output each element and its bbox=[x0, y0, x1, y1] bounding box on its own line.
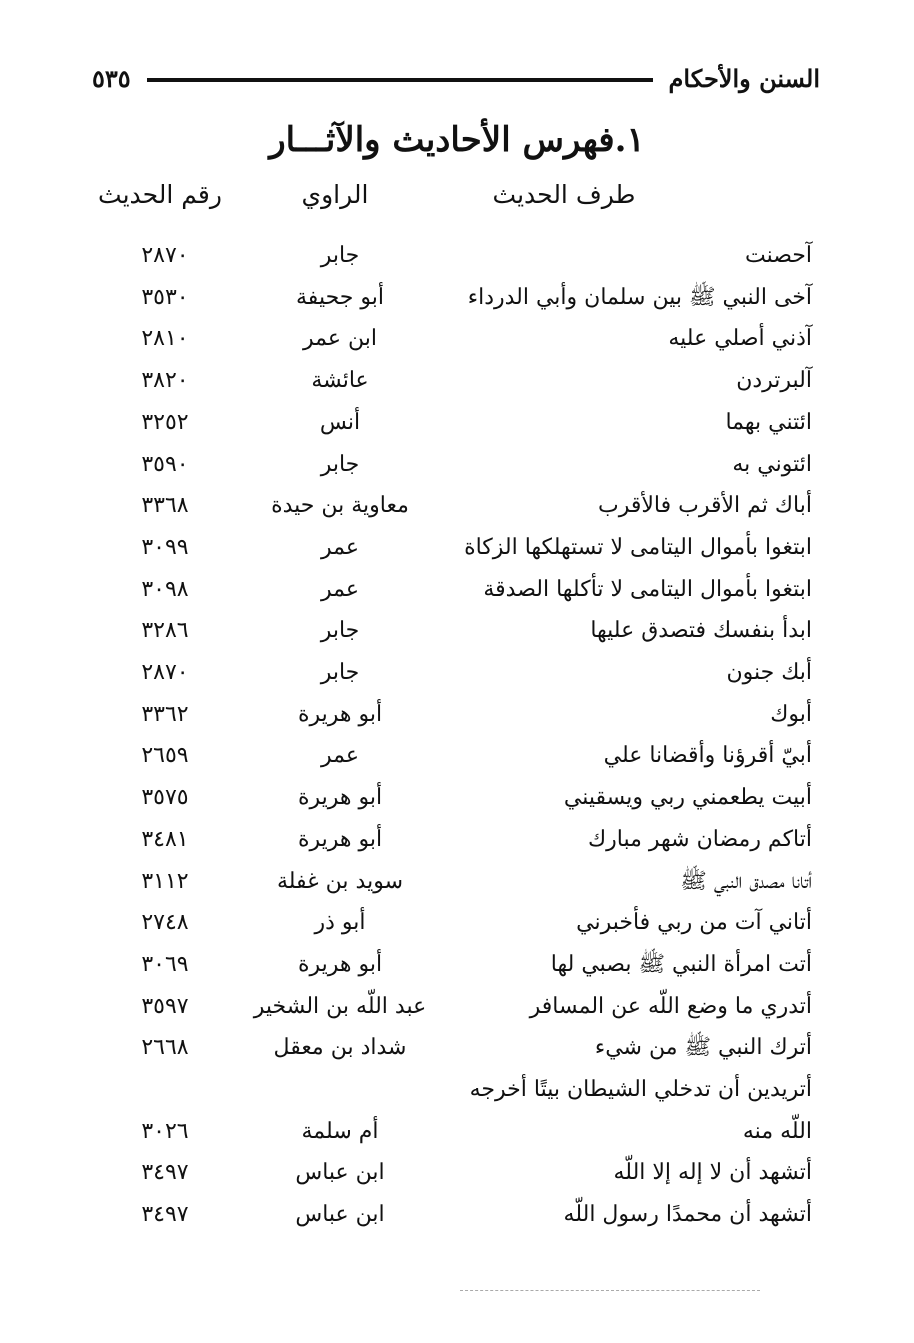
table-row bbox=[0, 611, 914, 651]
hadith-number: ٣٤٩٧ bbox=[141, 1202, 189, 1228]
table-row bbox=[0, 236, 914, 276]
hadith-number: ٢٦٥٩ bbox=[141, 743, 189, 769]
table-row bbox=[0, 528, 914, 568]
column-header-narrator: الراوي bbox=[301, 180, 369, 209]
page-number: ٥٣٥ bbox=[92, 63, 131, 93]
table-row bbox=[0, 570, 914, 610]
hadith-narrator: أبو هريرة bbox=[297, 826, 383, 852]
hadith-phrase: أترك النبي ﷺ من شيء bbox=[594, 1035, 812, 1061]
hadith-number: ٣٣٦٨ bbox=[141, 493, 189, 519]
hadith-phrase: ابتغوا بأموال اليتامى لا تأكلها الصدقة bbox=[483, 576, 812, 602]
table-row bbox=[0, 987, 914, 1027]
hadith-narrator: ابن عمر bbox=[303, 326, 377, 352]
hadith-number: ٣٥٩٠ bbox=[141, 451, 189, 477]
section-title: ١.فهرس الأحاديث والآثـــار bbox=[269, 120, 645, 160]
hadith-number: ٣٥٩٧ bbox=[141, 993, 189, 1019]
hadith-number: ٣٠٢٦ bbox=[141, 1118, 189, 1144]
bottom-dashed-line bbox=[460, 1290, 760, 1292]
hadith-phrase: آحصنت bbox=[744, 243, 812, 268]
table-row bbox=[0, 319, 914, 359]
hadith-phrase: أبيّ أقرؤنا وأقضانا علي bbox=[603, 743, 812, 769]
hadith-number: ٣٥٣٠ bbox=[141, 284, 189, 310]
table-row bbox=[0, 653, 914, 693]
hadith-narrator: شداد بن معقل bbox=[273, 1035, 407, 1061]
hadith-narrator: جابر bbox=[320, 451, 360, 477]
hadith-number: ٢٨١٠ bbox=[141, 326, 189, 352]
hadith-phrase: آذني أصلي عليه bbox=[668, 326, 812, 352]
hadith-narrator: جابر bbox=[320, 660, 360, 685]
table-row bbox=[0, 445, 914, 485]
table-row bbox=[0, 736, 914, 776]
hadith-narrator: أبو هريرة bbox=[297, 951, 383, 977]
hadith-phrase: آلبرتردن bbox=[736, 368, 812, 394]
hadith-phrase: أبيت يطعمني ربي ويسقيني bbox=[563, 785, 812, 811]
table-row bbox=[0, 945, 914, 985]
hadith-phrase: أبوك bbox=[770, 701, 812, 727]
hadith-narrator: سويد بن غفلة bbox=[276, 868, 404, 894]
table-row bbox=[0, 1112, 914, 1152]
table-row bbox=[0, 695, 914, 735]
table-row bbox=[0, 361, 914, 401]
hadith-narrator: عائشة bbox=[311, 368, 369, 394]
column-header-phrase: طرف الحديث bbox=[492, 180, 636, 209]
hadith-number: ٣٠٦٩ bbox=[141, 951, 189, 977]
hadith-phrase: أتانا مصدق النبي ﷺ bbox=[680, 868, 812, 894]
table-row bbox=[0, 1195, 914, 1235]
hadith-narrator: جابر bbox=[320, 243, 360, 268]
hadith-phrase: أتاني آت من ربي فأخبرني bbox=[576, 910, 812, 936]
hadith-narrator: أبو جحيفة bbox=[296, 284, 384, 310]
hadith-number: ٣٠٩٩ bbox=[141, 534, 189, 560]
hadith-phrase: أتشهد أن لا إله إلا اللّه bbox=[613, 1160, 812, 1186]
hadith-phrase: آخى النبي ﷺ بين سلمان وأبي الدرداء bbox=[467, 284, 812, 310]
table-row bbox=[0, 486, 914, 526]
hadith-narrator: جابر bbox=[320, 618, 360, 644]
hadith-narrator: أبو هريرة bbox=[297, 701, 383, 727]
hadith-number: ٣١١٢ bbox=[141, 868, 189, 894]
hadith-phrase: ائتني بهما bbox=[725, 409, 812, 435]
hadith-phrase: أتدري ما وضع اللّه عن المسافر bbox=[529, 993, 812, 1019]
hadith-number: ٣٨٢٠ bbox=[141, 368, 189, 394]
hadith-number: ٢٨٧٠ bbox=[141, 243, 189, 268]
hadith-number: ٢٦٦٨ bbox=[141, 1035, 189, 1061]
table-row bbox=[0, 1028, 914, 1068]
hadith-phrase: ائتوني به bbox=[732, 451, 812, 477]
hadith-phrase: اللّه منه bbox=[742, 1118, 812, 1144]
hadith-number: ٣٣٦٢ bbox=[141, 701, 189, 727]
table-row bbox=[0, 1070, 914, 1110]
hadith-narrator: ابن عباس bbox=[295, 1202, 385, 1228]
hadith-narrator: عبد اللّه بن الشخير bbox=[253, 993, 427, 1019]
hadith-narrator: أنس bbox=[319, 409, 361, 435]
table-row bbox=[0, 403, 914, 443]
running-header bbox=[92, 58, 820, 98]
hadith-number: ٣٠٩٨ bbox=[141, 576, 189, 602]
hadith-phrase: أتريدين أن تدخلي الشيطان بيتًا أخرجه bbox=[469, 1077, 812, 1102]
hadith-phrase: ابتغوا بأموال اليتامى لا تستهلكها الزكاة bbox=[464, 534, 812, 560]
hadith-narrator: أبو هريرة bbox=[297, 785, 383, 811]
hadith-narrator: عمر bbox=[321, 576, 359, 602]
column-headers bbox=[0, 180, 914, 220]
hadith-number: ٢٧٤٨ bbox=[141, 910, 189, 936]
table-row bbox=[0, 778, 914, 818]
hadith-phrase: أتت امرأة النبي ﷺ بصبي لها bbox=[550, 951, 812, 977]
hadith-number: ٣٤٨١ bbox=[141, 826, 189, 852]
hadith-narrator: أم سلمة bbox=[301, 1118, 379, 1144]
hadith-number: ٣٢٨٦ bbox=[141, 618, 189, 644]
hadith-phrase: أباك ثم الأقرب فالأقرب bbox=[598, 493, 812, 519]
hadith-narrator: أبو ذر bbox=[314, 910, 366, 936]
book-title: السنن والأحكام bbox=[668, 63, 820, 93]
table-row bbox=[0, 820, 914, 860]
table-row bbox=[0, 903, 914, 943]
hadith-phrase: أتاكم رمضان شهر مبارك bbox=[588, 826, 812, 852]
hadith-narrator: عمر bbox=[321, 534, 359, 560]
table-row bbox=[0, 278, 914, 318]
hadith-phrase: أتشهد أن محمدًا رسول اللّه bbox=[563, 1202, 812, 1228]
header-rule bbox=[147, 78, 653, 82]
hadith-narrator: عمر bbox=[321, 743, 359, 769]
hadith-number: ٣٥٧٥ bbox=[141, 785, 189, 811]
hadith-narrator: معاوية بن حيدة bbox=[271, 493, 409, 519]
hadith-number: ٣٢٥٢ bbox=[141, 409, 189, 435]
table-row bbox=[0, 862, 914, 902]
column-header-number: رقم الحديث bbox=[98, 180, 222, 209]
hadith-phrase: أبك جنون bbox=[726, 660, 812, 685]
hadith-phrase: ابدأ بنفسك فتصدق عليها bbox=[590, 618, 812, 644]
hadith-number: ٢٨٧٠ bbox=[141, 660, 189, 685]
hadith-narrator: ابن عباس bbox=[295, 1160, 385, 1186]
hadith-number: ٣٤٩٧ bbox=[141, 1160, 189, 1186]
table-row bbox=[0, 1153, 914, 1193]
